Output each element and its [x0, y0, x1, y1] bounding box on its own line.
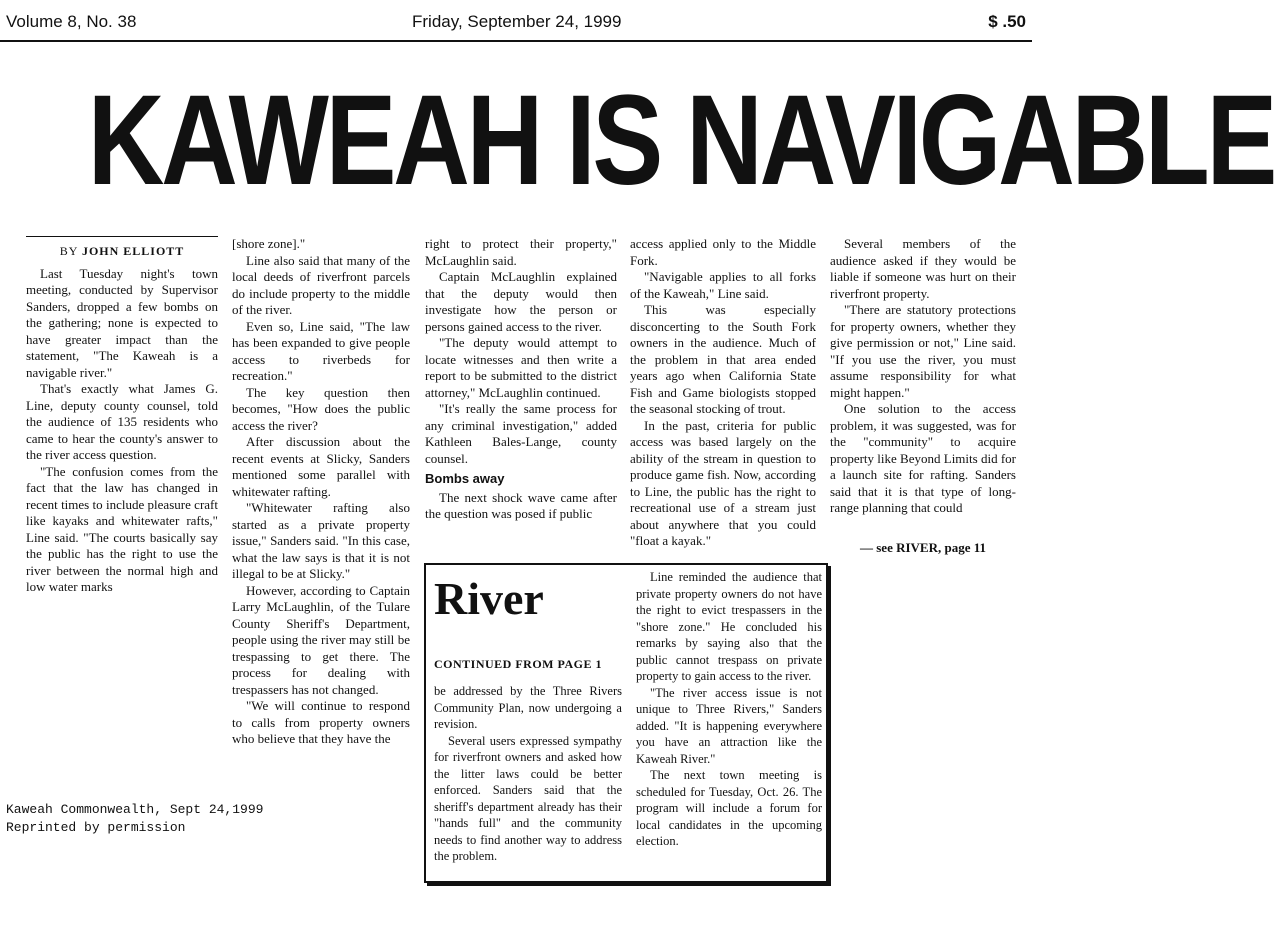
paragraph: In the past, criteria for public access was based largely on the ability of the stream in question to produce game fish. Now, according to Line, the public has the right to recreational use of a stream just about anywhere that you could "float a kayak." [630, 417, 816, 548]
paragraph: "The deputy would attempt to locate witnesses and then write a report to be submitted to the district attorney," McLaughlin continued. [425, 335, 617, 400]
paragraph: Line reminded the audience that private property owners do not have the right to evict trespassers in the "shore zone." He concluded his remarks by saying also that the public cannot trespass on private property to gain access to the river. [636, 570, 822, 683]
paragraph: "Whitewater rafting also started as a private property issue," Sanders said. "In this case, what the law says is that it is not illegal to be at Slicky." [232, 500, 410, 581]
continued-label: CONTINUED FROM PAGE 1 [434, 657, 602, 671]
paragraph: Line also said that many of the local deeds of riverfront parcels do include property to the middle of the river. [232, 252, 410, 317]
paragraph: "There are statutory protections for property owners, whether they give permission or not," Line said. "If you use the river, you must assume responsibility for what might happen." [830, 302, 1016, 400]
paragraph: The next shock wave came after the question was posed if public [425, 489, 617, 521]
continuation-box [424, 563, 828, 883]
author-name: JOHN ELLIOTT [81, 244, 185, 258]
paragraph: "The confusion comes from the fact that the law has changed in recent times to include pleasure craft like kayaks and whitewater rafts," Line said. "The courts basically say the public has the right to use the river between the normal high and low water marks [26, 463, 218, 594]
paragraph: Even so, Line said, "The law has been expanded to give people access to riverbeds for recreation." [232, 318, 410, 383]
paragraph: [shore zone]." [232, 236, 306, 251]
issue-date: Friday, September 24, 1999 [412, 12, 622, 31]
masthead [0, 0, 1032, 42]
paragraph: The next town meeting is scheduled for Tuesday, Oct. 26. The program will include a forum for local candidates in the upcoming election. [636, 768, 822, 848]
paragraph: "Navigable applies to all forks of the Kaweah," Line said. [630, 269, 816, 301]
box-column-right [636, 569, 822, 850]
paragraph: The key question then becomes, "How does the public access the river? [232, 384, 410, 433]
article-column-4 [630, 236, 816, 550]
paragraph: Several users expressed sympathy for riverfront owners and asked how the litter laws could be better enforced. Sanders said that the sheriff's department already has their "hands full" and the community needs to find another way to address the problem. [434, 733, 622, 863]
paragraph: be addressed by the Three Rivers Community Plan, now undergoing a revision. [434, 684, 622, 731]
article-column-3 [425, 236, 617, 523]
paragraph: access applied only to the Middle Fork. [630, 236, 816, 268]
paragraph: Several members of the audience asked if they would be liable if someone was hurt on their riverfront property. [830, 236, 1016, 301]
box-column-left [434, 683, 622, 865]
article-column-5 [830, 236, 1016, 517]
paragraph: "The river access issue is not unique to Three Rivers," Sanders added. "It is happening everywhere you have an attraction like the Kaweah River." [636, 685, 822, 766]
reprint-notice: Reprinted by permission [6, 820, 186, 835]
paragraph: That's exactly what James G. Line, deputy county counsel, told the audience of 135 residents who came to hear the county's answer to the river access question. [26, 381, 218, 462]
price: $ .50 [988, 12, 1026, 31]
volume-number: Volume 8, No. 38 [6, 12, 137, 31]
paragraph: right to protect their property," McLaughlin said. [425, 236, 617, 268]
article-column-1 [26, 236, 218, 596]
paragraph: After discussion about the recent events at Slicky, Sanders mentioned some parallel with whitewater rafting. [232, 434, 410, 499]
paragraph: "It's really the same process for any criminal investigation," added Kathleen Bales-Lange, county counsel. [425, 401, 617, 466]
paragraph: One solution to the access problem, it was suggested, was for the "community" to acquire property like Beyond Limits did for a launch site for rafting. Sanders said that it is that type of long-range planning that could [830, 401, 1016, 515]
byline: BY JOHN ELLIOTT [26, 236, 218, 260]
jump-line: — see RIVER, page 11 [860, 540, 987, 555]
headline: KAWEAH IS NAVIGABLE [87, 69, 1274, 212]
paragraph: "We will continue to respond to calls from property owners who believe that they have the [232, 698, 410, 746]
paragraph: Last Tuesday night's town meeting, conducted by Supervisor Sanders, dropped a few bombs on the gathering; none is expected to have greater impact than the statement, "The Kaweah is a navigable river." [26, 265, 218, 380]
subheading: Bombs away [425, 471, 505, 486]
source-credit: Kaweah Commonwealth, Sept 24,1999 [6, 802, 264, 817]
paragraph: This was especially disconcerting to the South Fork owners in the audience. Much of the problem in that area ended years ago when California State Fish and Game biologists stopped the seasonal stocking of trout. [630, 302, 816, 416]
box-title: River [434, 573, 544, 624]
article-column-2 [232, 236, 410, 748]
paragraph: However, according to Captain Larry McLaughlin, of the Tulare County Sheriff's Department, people using the river may still be trespassing to get there. The process for dealing with trespassers has not changed. [232, 582, 410, 697]
paragraph: Captain McLaughlin explained that the deputy would then investigate how the person or persons gained access to the river. [425, 269, 617, 334]
